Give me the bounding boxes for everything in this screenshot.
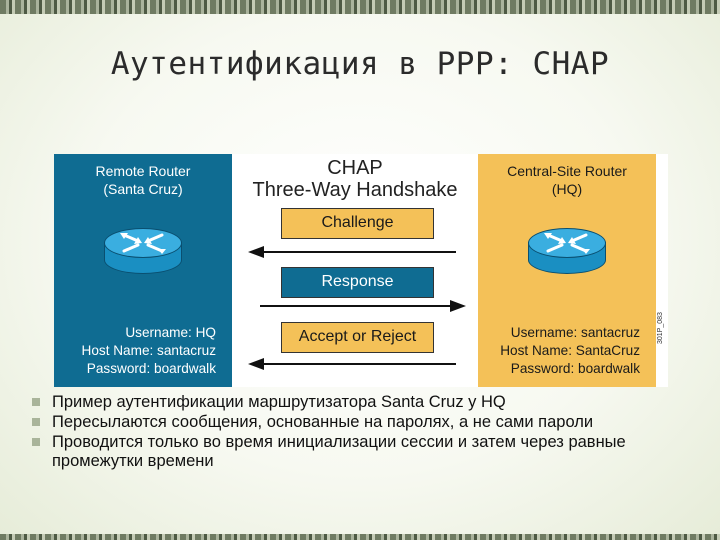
central-router-location: (HQ) [551, 181, 583, 197]
remote-router-name: Remote Router [95, 163, 191, 179]
bullet-text: Пример аутентификации маршрутизатора Santa Cruz у HQ [52, 393, 506, 411]
bullet-marker [32, 418, 40, 426]
central-password: Password: boardwalk [510, 361, 640, 376]
bullet-item [30, 433, 700, 471]
slide-title: Аутентификация в PPP: CHAP [110, 46, 610, 82]
bullet-text: Проводится только во время инициализации сессии и затем через равные промежутки времени [52, 433, 626, 470]
remote-router-location: (Santa Cruz) [103, 181, 183, 197]
handshake-title-line1: CHAP [327, 157, 383, 179]
figure-code: 301P_083 [657, 312, 664, 344]
accept-reject-message: Accept or Reject [281, 322, 434, 353]
challenge-message: Challenge [281, 208, 434, 239]
central-username: Username: santacruz [510, 325, 640, 340]
remote-hostname: Host Name: santacruz [81, 343, 216, 358]
central-router-panel [478, 154, 656, 387]
decorative-top-border [0, 0, 720, 14]
central-router-credentials [478, 324, 640, 378]
chap-diagram [54, 154, 668, 387]
remote-password: Password: boardwalk [86, 361, 216, 376]
response-message: Response [281, 267, 434, 298]
bullet-item [30, 393, 700, 412]
accept-reject-arrowhead [248, 358, 264, 370]
central-router-name: Central-Site Router [507, 163, 627, 179]
challenge-arrowhead [248, 246, 264, 258]
bullet-text: Пересылаются сообщения, основанные на паролях, а не сами пароли [52, 413, 594, 431]
decorative-bottom-border [0, 534, 720, 540]
router-icon [528, 228, 606, 288]
bullet-item [30, 413, 700, 432]
remote-username: Username: HQ [125, 325, 216, 340]
bullet-marker [32, 438, 40, 446]
bullet-marker [32, 398, 40, 406]
handshake-title-line2: Three-Way Handshake [252, 179, 458, 201]
bullet-list [30, 393, 700, 472]
central-hostname: Host Name: SantaCruz [500, 343, 640, 358]
response-arrowhead [450, 300, 466, 312]
